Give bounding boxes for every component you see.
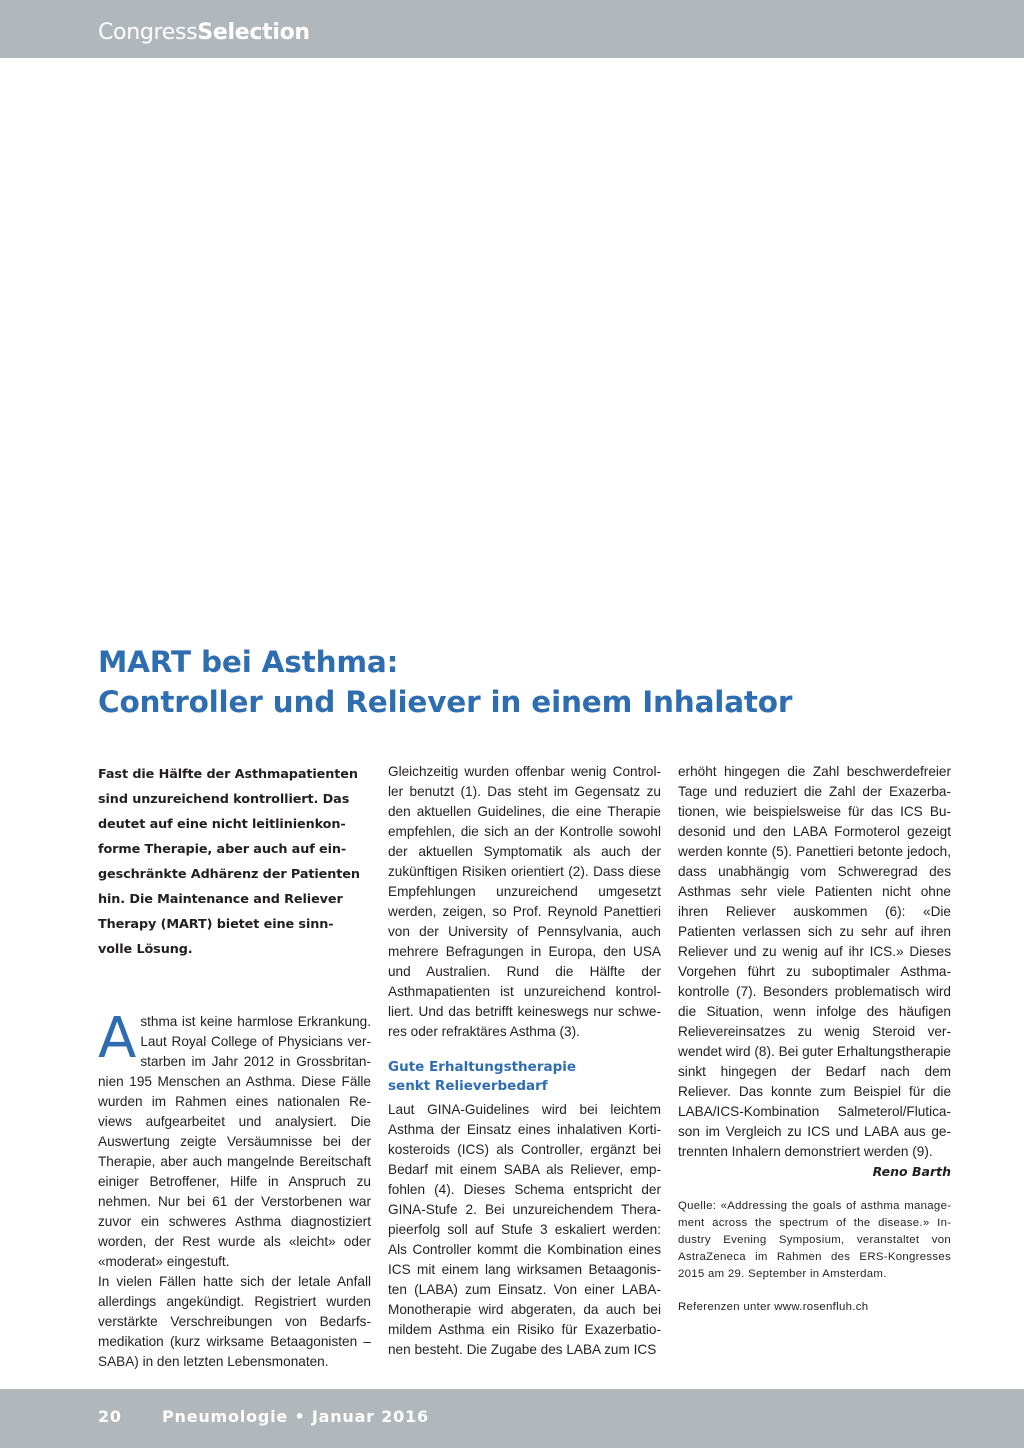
page-number: 20: [98, 1407, 122, 1426]
body-paragraph-2: In vielen Fällen hatte sich der letale Anfall allerdings angekündigt. Registriert wurden verstärkte Verschreibungen von Bedarfsmedikation (kurz wirksame Betaagonisten – SABA) in den letzten Lebensmonaten.: [98, 1274, 371, 1369]
drop-cap: A: [98, 1006, 137, 1071]
title-line-1: MART bei Asthma:: [98, 645, 399, 679]
column-2: [388, 762, 661, 1360]
body-paragraph-3: Gleichzeitig wurden offenbar wenig Controller benutzt (1). Das steht im Gegensatz zu den aktuellen Guidelines, die eine Therapie empfehlen, die sich an der Kontrolle sowohl der aktuellen Symptomatik als auch der zukünftigen Risiken orientiert (2). Dass diese Empfehlungen unzureichend umgesetzt werden, zeigen, so Prof. Reynold Panettieri von der University of Pennsylvania, auch mehrere Befragungen in Europa, den USA und Australien. Rund die Hälfte der Asthmapatienten ist unzureichend kontrolliert. Und das betrifft keineswegs nur schweres oder refraktäres Asthma (3).: [388, 764, 661, 1039]
body-paragraph-5: erhöht hingegen die Zahl beschwerdefreier Tage und reduziert die Zahl der Exazerbationen, wie beispielsweise für das ICS Budesonid und den LABA Formoterol gezeigt werden konnte (5). Panettieri betonte jedoch, dass unabhängig vom Schweregrad des Asthmas sehr viele Patienten nicht ohne ihren Reliever auskommen (6): «Die Patienten verlassen sich zu sehr auf ihren Reliever und zu wenig auf ihr ICS.» Dieses Vorgehen führt zu suboptimaler Asthmakontrolle (7). Besonders problematisch wird die Situation, wenn infolge des häufigen Relievereinsatzes zu wenig Steroid verwendet wird (8). Bei guter Erhaltungstherapie sinkt hingegen der Bedarf nach dem Reliever. Das konnte zum Beispiel für die LABA/ICS-Kombination Salmeterol/Fluticason im Vergleich zu ICS und LABA aus getrennten Inhalern demonstriert werden (9).: [678, 764, 951, 1159]
lead-paragraph: Fast die Hälfte der Asthmapatienten sind unzureichend kontrolliert. Das deutet auf eine nicht leitlinienkon- forme Therapie, aber auch auf ein- geschränkte Adhärenz der Patienten hin. Die Maintenance and Reliever Therapy (MART) bietet eine sinn- volle Lösung.: [98, 767, 360, 957]
congress-selection-logo: [98, 19, 310, 47]
column-1: [98, 762, 371, 1372]
references-link: Referenzen unter www.rosenfluh.ch: [678, 1301, 869, 1313]
intro-text: sthma ist keine harmlose Erkrankung. Laut Royal College of Physicians verstarben im Jahr 2012 in Grossbritannien 195 Menschen an Asthma. Diese Fälle wurden im Rahmen eines nationalen Reviews aufgearbeitet und analysiert. Die Auswertung zeigte Versäumnisse bei der Therapie, aber auch mangelnde Bereitschaft einiger Betroffener, Hilfe in Anspruch zu nehmen. Nur bei 61 der Verstorbenen war zuvor ein schweres Asthma diagnostiziert worden, der Rest wurde als «leicht» oder «moderat» eingestuft.: [98, 1014, 371, 1269]
publication-info: Pneumologie • Januar 2016: [162, 1407, 429, 1426]
source-note: Quelle: «Addressing the goals of asthma management across the spectrum of the disease.» Industry Evening Symposium, veranstaltet von AstraZeneca im Rahmen des ERS-Kongresses 2015 am 29. September in Amsterdam.: [678, 1200, 951, 1280]
section-subheading: Gute Erhaltungstherapie senkt Relieverbedarf: [388, 1059, 577, 1094]
column-3: [678, 762, 951, 1316]
brand-bold-text: Selection: [197, 20, 310, 45]
footer-text: [98, 1406, 429, 1428]
body-paragraph-4: Laut GINA-Guidelines wird bei leichtem Asthma der Einsatz eines inhalativen Kortikosteroids (ICS) als Controller, ergänzt bei Bedarf mit einem SABA als Reliever, empfohlen (4). Dieses Schema entspricht der GINA-Stufe 2. Bei unzureichendem Therapieerfolg soll auf Stufe 3 eskaliert werden: Als Controller kommt die Kombination eines ICS mit einem lang wirksamen Betaagonisten (LABA) zum Einsatz. Von einer LABA-Monotherapie wird abgeraten, da auch bei mildem Asthma ein Risiko für Exazerbationen besteht. Die Zugabe des LABA zum ICS: [388, 1102, 661, 1357]
author-byline: Reno Barth: [872, 1164, 951, 1179]
column-spacer: [98, 962, 371, 1012]
intro-paragraph: [98, 1006, 371, 1272]
header-bar: [0, 0, 1024, 58]
article-title: [98, 642, 938, 722]
brand-light-text: Congress: [98, 20, 198, 45]
title-line-2: Controller und Reliever in einem Inhalator: [98, 685, 793, 719]
